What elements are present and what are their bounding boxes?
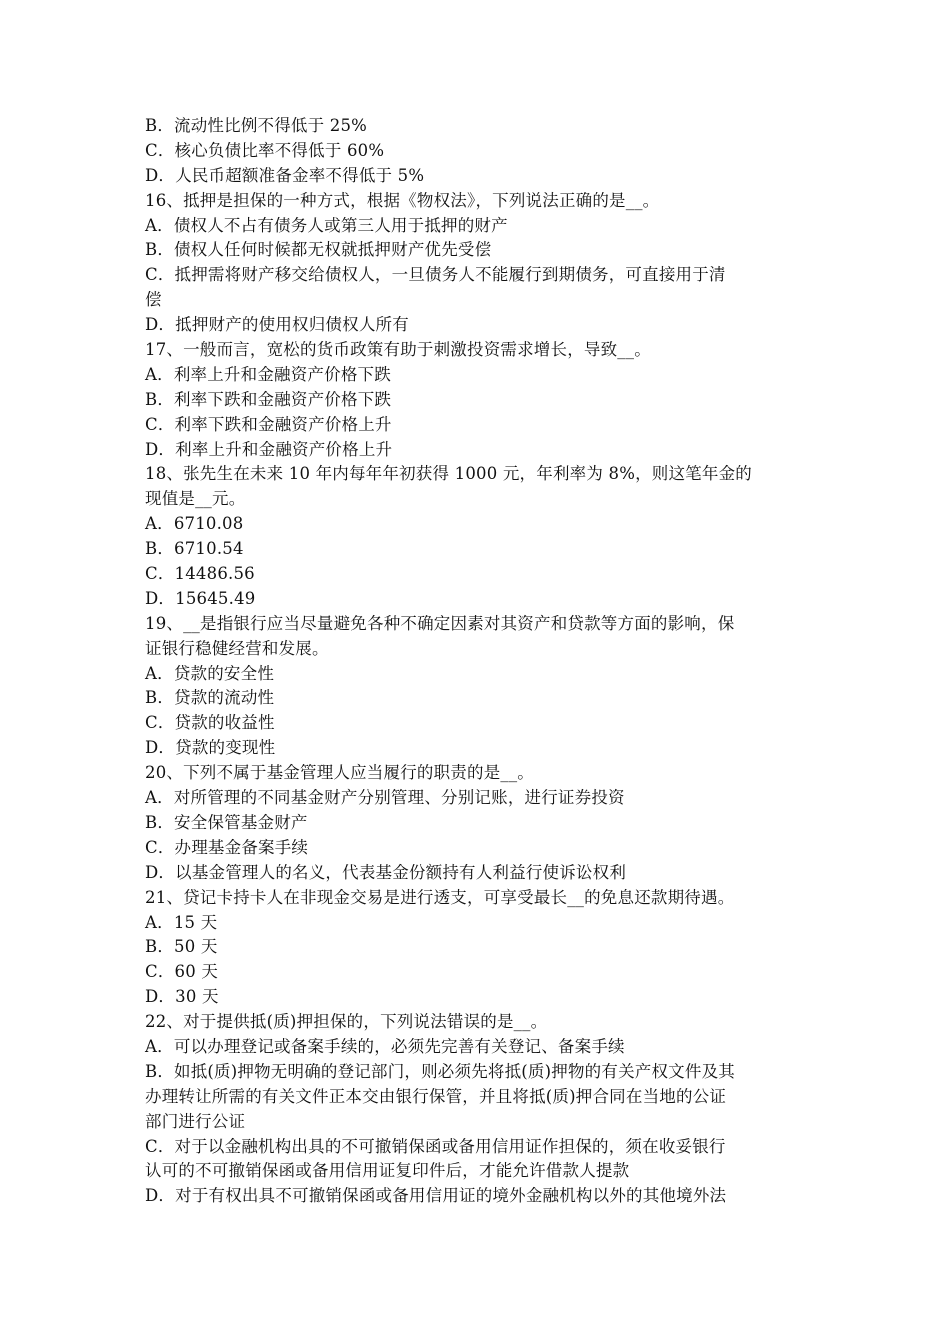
text-line: C．14486.56 <box>145 564 255 584</box>
text-line: C．贷款的收益性 <box>145 713 275 733</box>
text-line: C．利率下跌和金融资产价格上升 <box>145 414 392 434</box>
text-line: 证银行稳健经营和发展。 <box>145 638 329 658</box>
text-line: B．债权人任何时候都无权就抵押财产优先受偿 <box>145 240 492 260</box>
question-22: 22、对于提供抵(质)押担保的，下列说法错误的是__。 <box>145 1012 548 1032</box>
text-line: A．可以办理登记或备案手续的，必须先完善有关登记、备案手续 <box>145 1036 625 1056</box>
question-20: 20、下列不属于基金管理人应当履行的职责的是__。 <box>145 763 534 783</box>
document-body <box>145 114 810 1209</box>
text-line: C．60 天 <box>145 962 219 982</box>
text-line: A．6710.08 <box>145 514 244 534</box>
text-line: 现值是__元。 <box>145 489 246 509</box>
text-line: C．抵押需将财产移交给债权人，一旦债务人不能履行到期债务，可直接用于清 <box>145 265 726 285</box>
question-19: 19、__是指银行应当尽量避免各种不确定因素对其资产和贷款等方面的影响，保 <box>145 613 735 633</box>
text-line: 办理转让所需的有关文件正本交由银行保管，并且将抵(质)押合同在当地的公证 <box>145 1086 727 1106</box>
text-line: B．6710.54 <box>145 539 244 559</box>
text-line: D．对于有权出具不可撤销保函或备用信用证的境外金融机构以外的其他境外法 <box>145 1186 727 1206</box>
text-line: D．以基金管理人的名义，代表基金份额持有人利益行使诉讼权利 <box>145 862 627 882</box>
text-line: D．利率上升和金融资产价格上升 <box>145 439 393 459</box>
text-line: D．抵押财产的使用权归债权人所有 <box>145 315 409 335</box>
text-line: B．流动性比例不得低于 25% <box>145 116 368 135</box>
question-16: 16、抵押是担保的一种方式，根据《物权法》，下列说法正确的是__。 <box>145 190 660 210</box>
question-21: 21、贷记卡持卡人在非现金交易是进行透支，可享受最长__的免息还款期待遇。 <box>145 887 735 907</box>
text-line: B．利率下跌和金融资产价格下跌 <box>145 389 392 409</box>
text-line: 部门进行公证 <box>145 1111 246 1131</box>
text-line: C．办理基金备案手续 <box>145 837 309 857</box>
question-17: 17、一般而言，宽松的货币政策有助于刺激投资需求增长，导致__。 <box>145 340 651 360</box>
text-line: D．30 天 <box>145 987 219 1007</box>
text-line: D．人民币超额准备金率不得低于 5% <box>145 165 425 185</box>
text-line: 认可的不可撤销保函或备用信用证复印件后，才能允许借款人提款 <box>145 1161 630 1181</box>
text-line: D．贷款的变现性 <box>145 738 276 758</box>
text-line: A．贷款的安全性 <box>145 663 275 683</box>
text-line: C．核心负债比率不得低于 60% <box>145 140 385 160</box>
text-line: A．15 天 <box>145 912 218 932</box>
text-line: C．对于以金融机构出具的不可撤销保函或备用信用证作担保的，须在收妥银行 <box>145 1136 726 1156</box>
text-line: B．安全保管基金财产 <box>145 812 308 832</box>
text-line: A．对所管理的不同基金财产分别管理、分别记账，进行证券投资 <box>145 788 625 808</box>
text-line: D．15645.49 <box>145 588 256 608</box>
text-line: B．贷款的流动性 <box>145 688 275 708</box>
text-line: 偿 <box>145 290 162 310</box>
question-18: 18、张先生在未来 10 年内每年年初获得 1000 元，年利率为 8%，则这笔年金的 <box>145 464 752 484</box>
text-line: B．如抵(质)押物无明确的登记部门，则必须先将抵(质)押物的有关产权文件及其 <box>145 1061 735 1081</box>
text-line: A．债权人不占有债务人或第三人用于抵押的财产 <box>145 215 508 235</box>
text-line: A．利率上升和金融资产价格下跌 <box>145 364 391 384</box>
text-line: B．50 天 <box>145 937 218 957</box>
